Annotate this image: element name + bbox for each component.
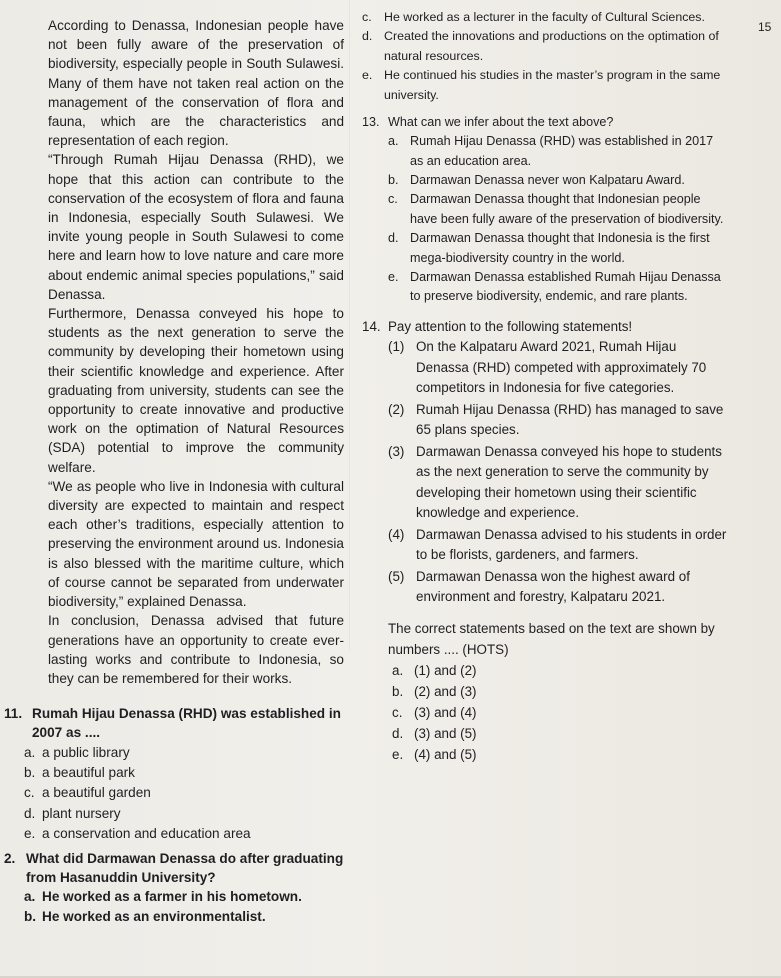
page-number: 15 <box>758 20 772 34</box>
question-number: 11. <box>4 706 23 722</box>
statement-4: (4) Darmawan Denassa advised to his students in order to be florists, gardeners, and farmers. <box>388 526 727 563</box>
option-e[interactable]: e. Darmawan Denassa established Rumah Hijau Denassa to preserve biodiversity, endemic, and rare plants. <box>388 270 721 304</box>
option-a[interactable]: a. Rumah Hijau Denassa (RHD) was established in 2017 as an education area. <box>388 134 714 168</box>
left-column <box>4 16 344 928</box>
question-13 <box>362 113 727 307</box>
statement-5: (5) Darmawan Denassa won the highest award of environment and forestry, Kalpataru 2021. <box>388 568 690 605</box>
option-a[interactable]: a. He worked as a farmer in his hometown. <box>24 888 302 904</box>
statement-list <box>362 337 727 660</box>
question-14 <box>362 317 727 765</box>
question-text: Pay attention to the following statements! <box>388 318 633 334</box>
passage-paragraph-4: “We as people who live in Indonesia with cultural diversity are expected to maintain and respect each other’s traditions, especially attention to preserving the environment around us. Indonesia is also blessed with the maritime culture, which of course cannot be separated from underwater biodiversity,” explained Denassa. <box>48 478 344 610</box>
question-text: What can we infer about the text above? <box>388 115 614 130</box>
question-11 <box>4 704 344 844</box>
right-column <box>362 8 727 765</box>
option-c[interactable]: c. a beautiful garden <box>24 785 151 801</box>
option-e[interactable]: e. a conservation and education area <box>24 826 251 842</box>
option-d[interactable]: d. (3) and (5) <box>392 725 477 741</box>
column-divider <box>349 0 350 650</box>
option-d[interactable]: d. Created the innovations and productions on the optimation of natural resources. <box>362 29 719 63</box>
option-d[interactable]: d. Darmawan Denassa thought that Indonesia is the first mega-biodiversity country in the world. <box>388 231 710 265</box>
question-text: What did Darmawan Denassa do after graduating from Hasanuddin University? <box>26 850 344 885</box>
option-a[interactable]: a. a public library <box>24 744 130 760</box>
option-c[interactable]: c. (3) and (4) <box>392 704 477 720</box>
question-text: Rumah Hijau Denassa (RHD) was established in 2007 as .... <box>32 706 341 741</box>
option-a[interactable]: a. (1) and (2) <box>392 662 477 678</box>
passage-paragraph-5: In conclusion, Denassa advised that future generations have an opportunity to create ever-lasting works and contribute to Indonesia, so they can be remembered for their works. <box>48 613 344 686</box>
option-b[interactable]: b. He worked as an environmentalist. <box>24 909 266 925</box>
question-number: 2. <box>4 850 16 866</box>
question-prompt: The correct statements based on the text are shown by numbers .... (HOTS) <box>388 620 715 657</box>
option-c[interactable]: c. He worked as a lecturer in the faculty of Cultural Sciences. <box>362 10 705 24</box>
statement-1: (1) On the Kalpataru Award 2021, Rumah Hijau Denassa (RHD) competed with approximately 70 competitors in Indonesia for five categories. <box>388 339 707 396</box>
question-12 <box>4 849 344 928</box>
option-b[interactable]: b. a beautiful park <box>24 764 135 780</box>
option-e[interactable]: e. (4) and (5) <box>392 746 477 762</box>
option-b[interactable]: b. (2) and (3) <box>392 683 477 699</box>
passage-paragraph-2: “Through Rumah Hijau Denassa (RHD), we hope that this action can contribute to the conservation of the ecosystem of flora and fauna in Indonesia, especially South Sulawesi. We invite young people in South Sulawesi to come here and learn how to love nature and care more about endemic animal species populations,” said Denassa. <box>48 152 344 302</box>
passage-paragraph-1: According to Denassa, Indonesian people have not been fully aware of the preservation of biodiversity, especially people in South Sulawesi. Many of them have not taken real action on the management of the conservation of flora and fauna, which are the characteristics and representation of each region. <box>48 18 344 149</box>
question-number: 13. <box>362 115 380 130</box>
statement-3: (3) Darmawan Denassa conveyed his hope to students as the next generation to serve the community by developing their hometown using their scientific knowledge and experience. <box>388 443 722 521</box>
statement-2: (2) Rumah Hijau Denassa (RHD) has managed to save 65 plans species. <box>388 401 724 438</box>
question-12-continued <box>362 8 727 105</box>
passage-paragraph-3: Furthermore, Denassa conveyed his hope to students as the next generation to serve the community by developing their hometown using their scientific knowledge and experience. After graduating from university, students can see the opportunity to create innovative and productive work on the optimation of Natural Resources (SDA) potential to improve the community welfare. <box>48 306 344 475</box>
option-d[interactable]: d. plant nursery <box>24 805 121 821</box>
reading-passage <box>14 16 344 688</box>
question-number: 14. <box>362 318 381 334</box>
option-c[interactable]: c. Darmawan Denassa thought that Indonesian people have been fully aware of the preservation of biodiversity. <box>388 192 724 226</box>
option-e[interactable]: e. He continued his studies in the master’s program in the same university. <box>362 68 721 102</box>
option-b[interactable]: b. Darmawan Denassa never won Kalpataru Award. <box>388 173 685 188</box>
